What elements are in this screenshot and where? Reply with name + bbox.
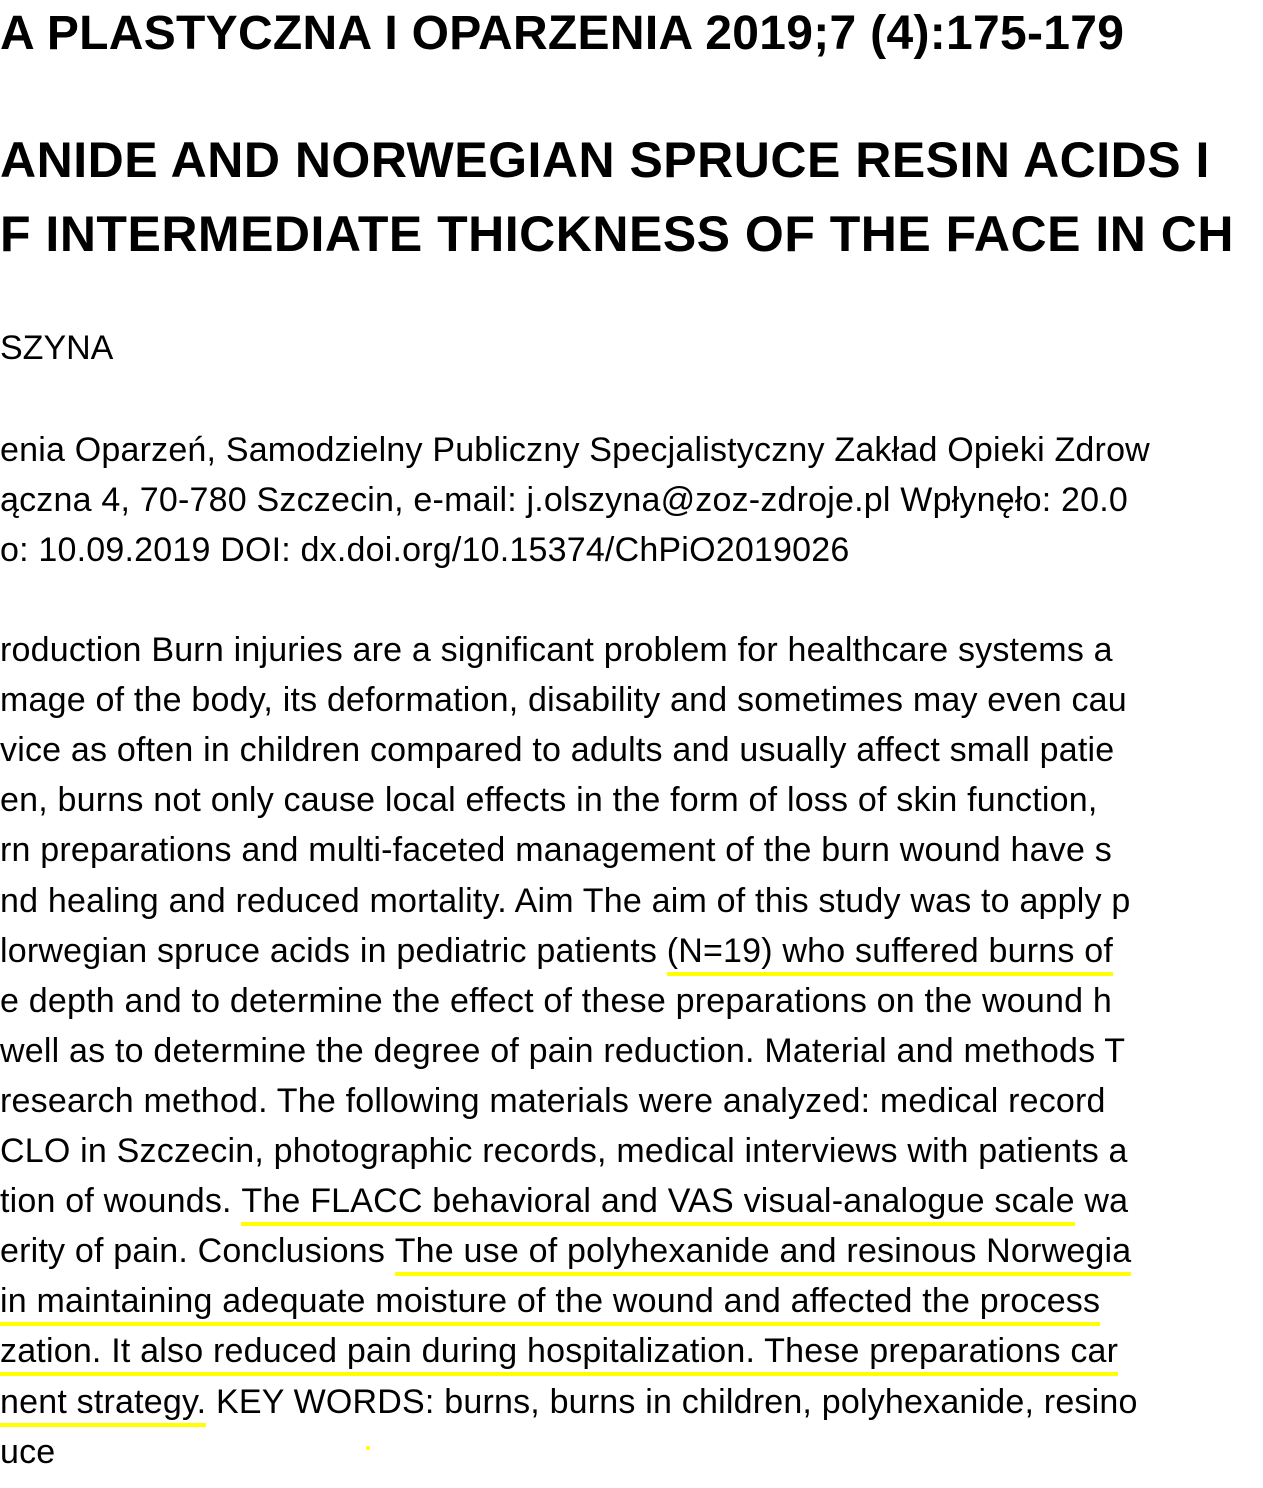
affiliation-line-2: ączna 4, 70-780 Szczecin, e-mail: j.olszyna@zoz-zdroje.pl Wpłynęło: 20.0 — [0, 481, 1128, 519]
abstract-text: wa — [1074, 1182, 1129, 1220]
abstract-line — [0, 1279, 1100, 1326]
abstract-line — [0, 1380, 1138, 1427]
abstract-line — [0, 1129, 1128, 1173]
abstract-text: CLO in Szczecin, photographic records, medical interviews with patients a — [0, 1132, 1128, 1170]
abstract-line — [0, 979, 1112, 1023]
article-title-line-2: F INTERMEDIATE THICKNESS OF THE FACE IN CH — [0, 206, 1234, 262]
abstract-line — [0, 929, 1113, 976]
abstract-line — [0, 1079, 1106, 1123]
highlighted-text: The use of polyhexanide and resinous Norwegia — [395, 1232, 1132, 1276]
abstract-text: KEY WORDS: burns, burns in children, polyhexanide, resino — [206, 1383, 1138, 1421]
abstract-text: uce — [0, 1433, 56, 1471]
highlighted-text: The FLACC behavioral and VAS visual-analogue scale — [241, 1182, 1074, 1226]
abstract-text: en, burns not only cause local effects in the form of loss of skin function, — [0, 781, 1098, 819]
affiliation-line-1: enia Oparzeń, Samodzielny Publiczny Specjalistyczny Zakład Opieki Zdrow — [0, 431, 1150, 469]
abstract-line — [0, 1029, 1125, 1073]
highlight-mark-dot — [366, 1446, 370, 1450]
abstract-line — [0, 728, 1114, 772]
abstract-line — [0, 1430, 55, 1474]
journal-header: A PLASTYCZNA I OPARZENIA 2019;7 (4):175-179 — [0, 7, 1125, 60]
abstract-text: mage of the body, its deformation, disability and sometimes may even cau — [0, 681, 1127, 719]
abstract-line — [0, 1179, 1128, 1226]
abstract-text: research method. The following materials were analyzed: medical record — [0, 1082, 1106, 1120]
abstract-text: erity of pain. Conclusions — [0, 1232, 395, 1270]
highlighted-text: nent strategy. — [0, 1383, 206, 1427]
abstract-text: vice as often in children compared to adults and usually affect small patie — [0, 731, 1115, 769]
highlighted-text: zation. It also reduced pain during hospitalization. These preparations car — [0, 1332, 1118, 1376]
abstract-line — [0, 828, 1112, 872]
highlighted-text: in maintaining adequate moisture of the wound and affected the process — [0, 1282, 1100, 1326]
abstract-line — [0, 879, 1130, 923]
abstract-text: rn preparations and multi-faceted management of the burn wound have s — [0, 831, 1112, 869]
abstract-text: roduction Burn injuries are a significant problem for healthcare systems a — [0, 631, 1113, 669]
abstract-text: tion of wounds. — [0, 1182, 242, 1220]
abstract-line — [0, 1329, 1118, 1376]
abstract-text: lorwegian spruce acids in pediatric patients — [0, 932, 667, 970]
abstract-line — [0, 628, 1113, 672]
article-title-line-1: ANIDE AND NORWEGIAN SPRUCE RESIN ACIDS I — [0, 132, 1210, 188]
highlighted-text: (N=19) who suffered burns of — [667, 932, 1113, 976]
abstract-text: e depth and to determine the effect of these preparations on the wound h — [0, 982, 1112, 1020]
abstract-line — [0, 778, 1098, 822]
author-name: SZYNA — [0, 329, 114, 367]
abstract-line — [0, 678, 1127, 722]
abstract-text: well as to determine the degree of pain reduction. Material and methods T — [0, 1032, 1126, 1070]
abstract-text: nd healing and reduced mortality. Aim The aim of this study was to apply p — [0, 882, 1131, 920]
abstract-line — [0, 1229, 1131, 1276]
affiliation-line-3: o: 10.09.2019 DOI: dx.doi.org/10.15374/ChPiO2019026 — [0, 531, 850, 569]
